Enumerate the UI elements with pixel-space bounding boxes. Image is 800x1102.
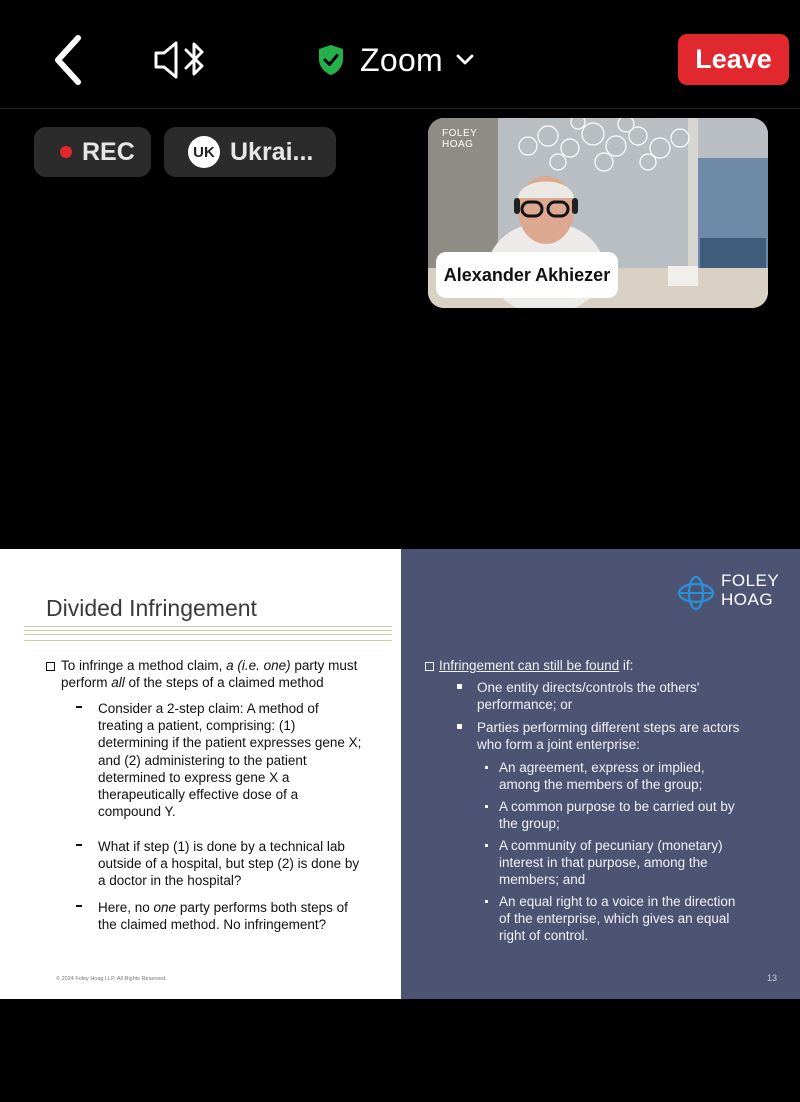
list-item: Parties performing different steps are actors who form a joint enterprise: (477, 720, 740, 753)
record-dot-icon (60, 146, 72, 158)
speaker-name-label: Alexander Akhiezer (436, 252, 618, 298)
slide-right-panel (401, 549, 800, 999)
list-item: A common purpose to be carried out by the group; (499, 799, 735, 832)
list-item: To infringe a method claim, a (i.e. one) party must perform all of the steps of a claimed method (61, 658, 358, 691)
dash-bullet-icon (76, 905, 82, 907)
chevron-down-icon (455, 53, 475, 67)
slide-footer: © 2024 Foley Hoag LLP. All Rights Reserved. (56, 976, 167, 982)
list-item: Infringement can still be found if: (439, 658, 634, 673)
checkbox-bullet-icon (46, 662, 55, 671)
list-item: A community of pecuniary (monetary) interest in that purpose, among the members; and (499, 838, 723, 888)
divider (24, 626, 392, 627)
foley-hoag-logo: FOLEY HOAG (442, 128, 478, 150)
recording-indicator[interactable] (34, 127, 151, 177)
audio-output-button[interactable] (148, 36, 212, 84)
dash-bullet-icon (76, 706, 82, 708)
avatar: UK (188, 136, 220, 168)
dot-bullet-icon (485, 766, 488, 769)
square-bullet-icon (457, 684, 462, 689)
list-item: Here, no one party performs both steps of the claimed method. No infringement? (98, 900, 348, 933)
meeting-title-dropdown[interactable] (316, 36, 475, 84)
shared-screen-slide (0, 549, 800, 999)
leave-button[interactable]: Leave (678, 34, 789, 85)
divider (24, 634, 392, 635)
list-item: One entity directs/controls the others' performance; or (477, 680, 700, 713)
participant-chip[interactable] (164, 127, 336, 177)
slide-left-panel (0, 549, 401, 999)
dash-bullet-icon (76, 844, 82, 846)
list-item: Consider a 2-step claim: A method of treating a patient, comprising: (1) determining if the patient expresses gene X; and (2) administering to the patient determined to express gene X a therapeutically effective dose of a compound Y. (98, 701, 362, 820)
meeting-title: Zoom (360, 41, 443, 78)
participant-name: Ukrai... (230, 137, 314, 166)
rec-label: REC (82, 137, 135, 166)
shield-check-icon (316, 43, 346, 77)
dot-bullet-icon (485, 900, 488, 903)
divider (24, 630, 392, 631)
list-item: An equal right to a voice in the direction of the enterprise, which gives an equal right of control. (499, 894, 736, 944)
divider (24, 640, 392, 641)
back-button[interactable] (44, 30, 94, 90)
slide-page-number: 13 (767, 973, 778, 983)
foley-hoag-globe-icon (677, 575, 715, 611)
top-bar (0, 0, 800, 109)
foley-hoag-logo: FOLEY HOAG (721, 571, 780, 609)
speaker-bluetooth-icon (148, 36, 212, 84)
chevron-left-icon (44, 30, 94, 90)
list-item: What if step (1) is done by a technical lab outside of a hospital, but step (2) is done by a doctor in the hospital? (98, 839, 360, 889)
checkbox-bullet-icon (425, 662, 434, 671)
dot-bullet-icon (485, 805, 488, 808)
list-item: An agreement, express or implied, among the members of the group; (499, 760, 705, 793)
dot-bullet-icon (485, 844, 488, 847)
slide-title: Divided Infringement (46, 595, 257, 621)
square-bullet-icon (457, 724, 462, 729)
